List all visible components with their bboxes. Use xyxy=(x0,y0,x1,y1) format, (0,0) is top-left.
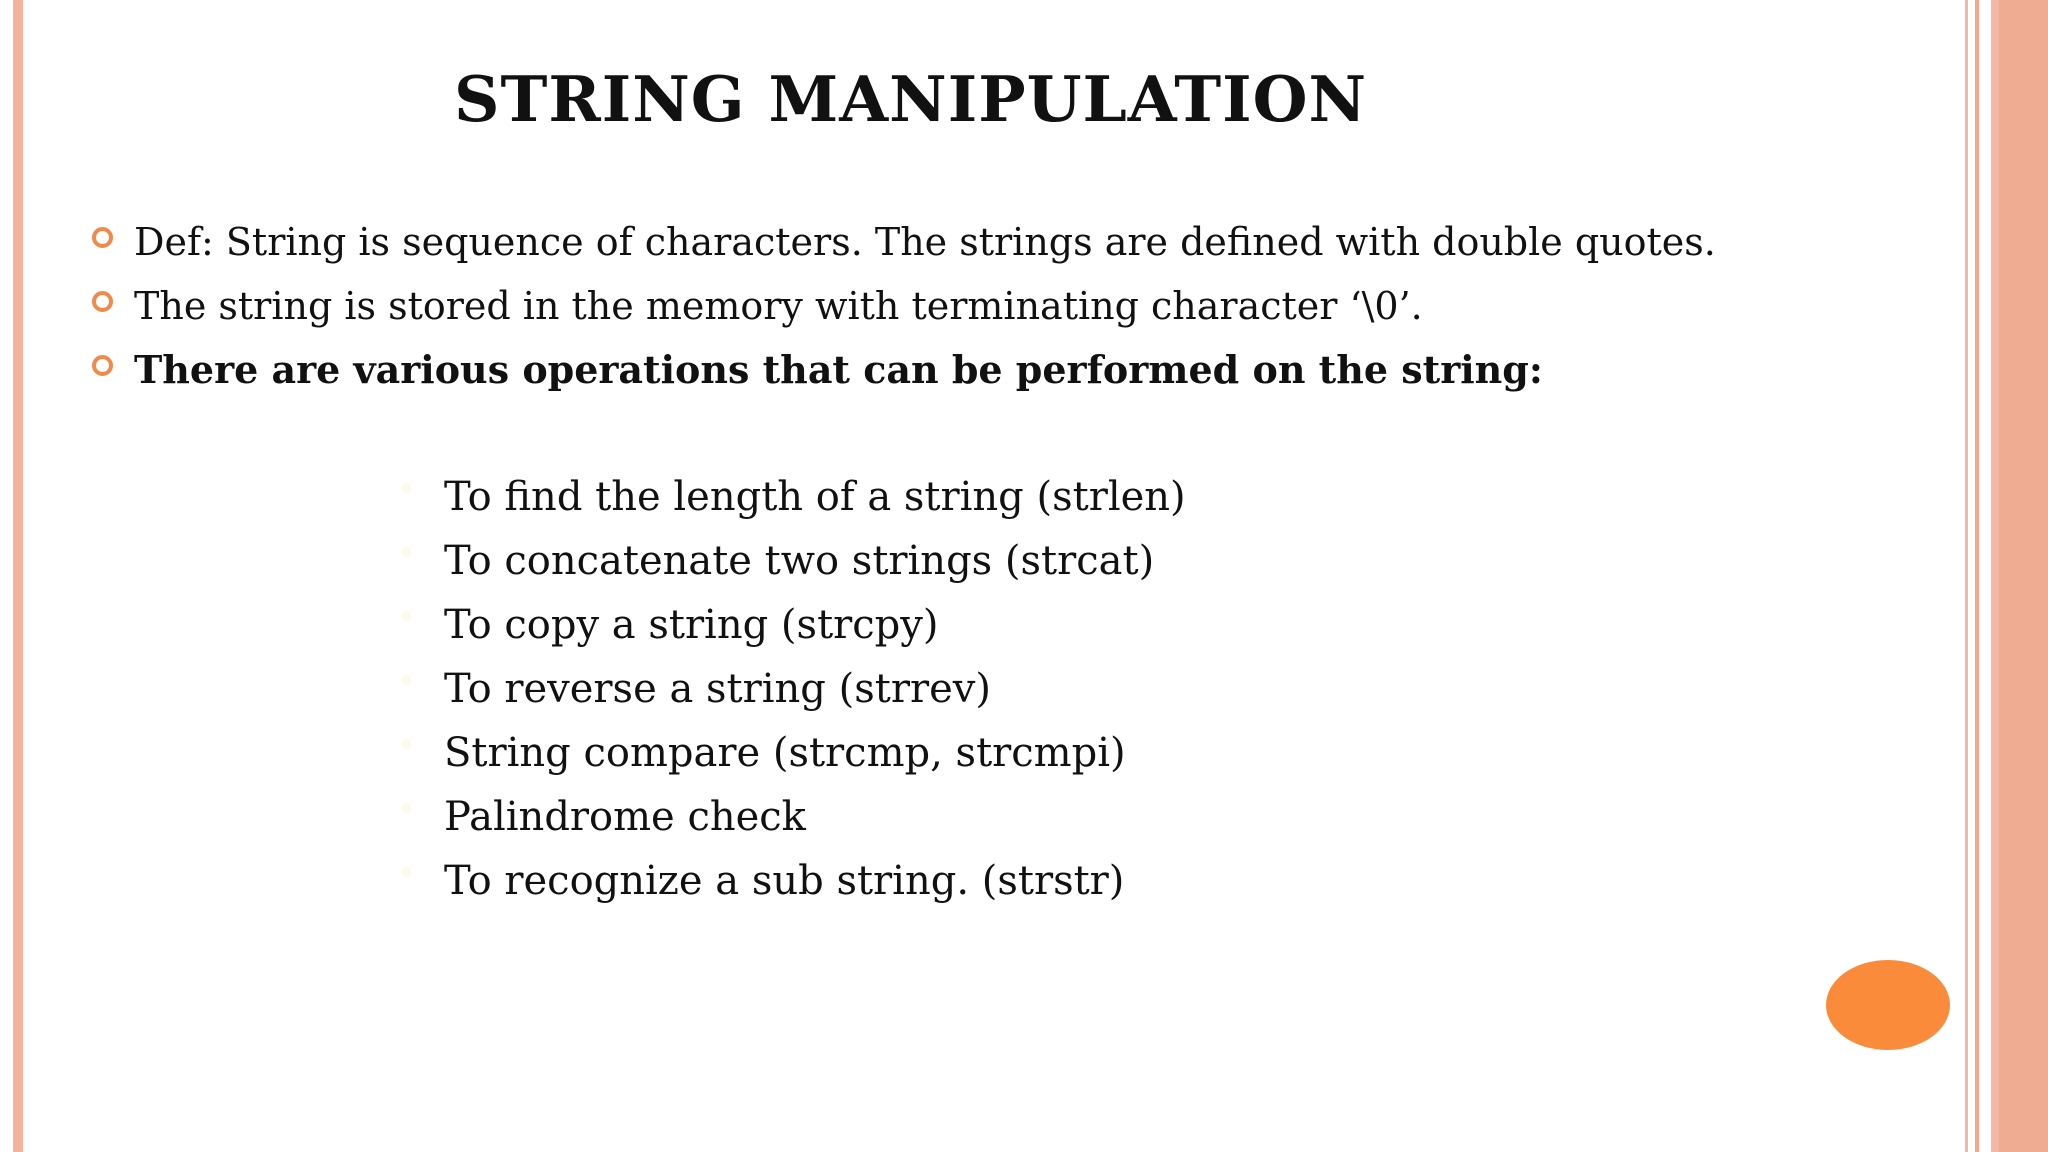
operation-item xyxy=(398,721,1186,785)
bullet-text: There are various operations that can be performed on the string: xyxy=(134,347,1543,392)
operation-text: To find the length of a string (strlen) xyxy=(444,474,1186,520)
operation-item xyxy=(398,849,1186,913)
operation-text: To recognize a sub string. (strstr) xyxy=(444,858,1125,904)
bullet-text: The string is stored in the memory with terminating character ‘\0’. xyxy=(134,284,1423,328)
sub-bullet-icon xyxy=(401,483,411,493)
bullet-item xyxy=(88,338,1716,402)
bullet-ring-icon xyxy=(92,227,113,248)
operation-text: To copy a string (strcpy) xyxy=(444,602,939,648)
operation-item xyxy=(398,657,1186,721)
bullet-ring-icon xyxy=(92,355,113,376)
sub-bullet-icon xyxy=(401,675,411,685)
operation-text: To concatenate two strings (strcat) xyxy=(444,538,1155,584)
sub-bullet-icon xyxy=(401,867,411,877)
operation-item xyxy=(398,529,1186,593)
left-border-bar xyxy=(13,0,23,1152)
bullet-ring-icon xyxy=(92,291,113,312)
bullet-list xyxy=(88,210,1716,402)
decorative-orange-circle xyxy=(1826,960,1950,1050)
bullet-item xyxy=(88,274,1716,338)
bullet-text: Def: String is sequence of characters. The strings are defined with double quotes. xyxy=(134,220,1716,264)
right-border-band-inner xyxy=(1999,0,2048,1152)
bullet-item xyxy=(88,210,1716,274)
right-decorative-border xyxy=(1965,0,2048,1152)
right-border-line-2 xyxy=(1975,0,1979,1152)
operation-item xyxy=(398,785,1186,849)
sub-bullet-icon xyxy=(401,739,411,749)
slide-title: STRING MANIPULATION xyxy=(454,62,1368,136)
operations-list xyxy=(398,465,1186,913)
right-border-line xyxy=(1965,0,1968,1152)
operation-item xyxy=(398,593,1186,657)
sub-bullet-icon xyxy=(401,547,411,557)
operation-text: Palindrome check xyxy=(444,794,806,840)
operation-item xyxy=(398,465,1186,529)
sub-bullet-icon xyxy=(401,803,411,813)
operation-text: String compare (strcmp, strcmpi) xyxy=(444,730,1126,776)
operation-text: To reverse a string (strrev) xyxy=(444,666,991,712)
sub-bullet-icon xyxy=(401,611,411,621)
